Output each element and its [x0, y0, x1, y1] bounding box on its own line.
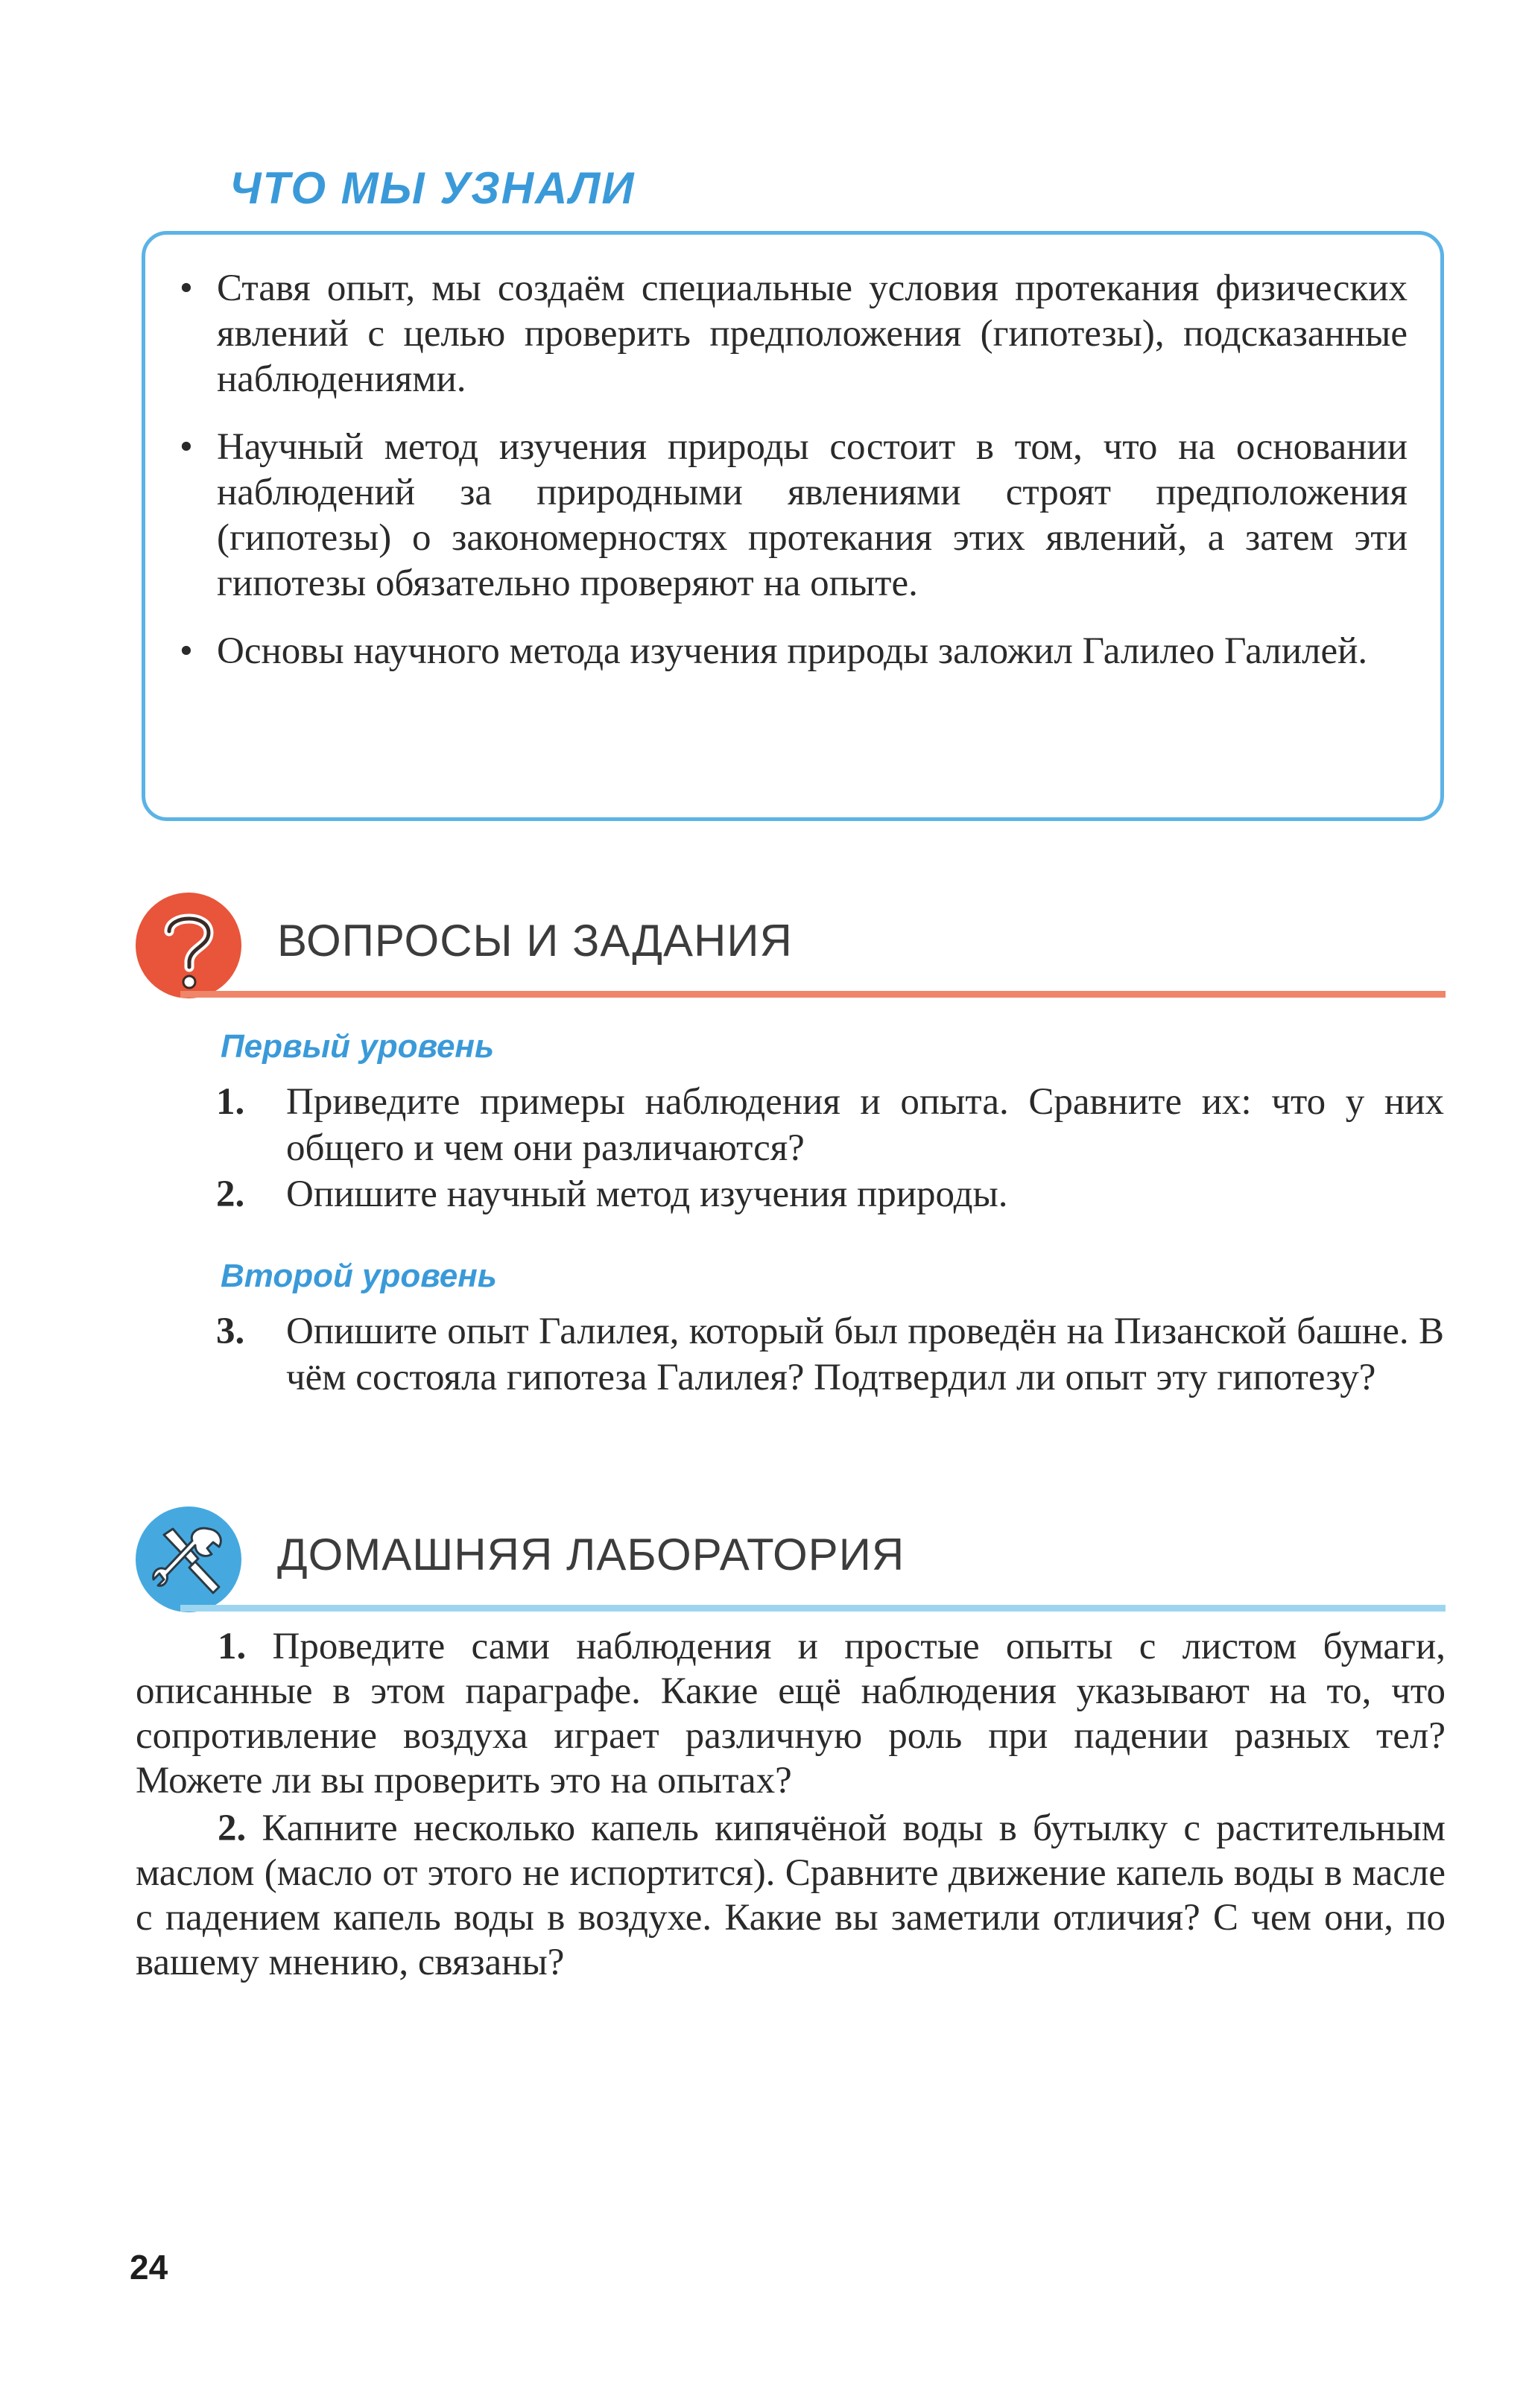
- level-2-title: Второй уровень: [221, 1258, 497, 1294]
- learned-section-title: ЧТО МЫ УЗНАЛИ: [229, 163, 636, 213]
- learned-bullet: [178, 425, 1408, 606]
- level-1-title: Первый уровень: [221, 1028, 495, 1065]
- question-item: [216, 1308, 1444, 1401]
- questions-section-title: ВОПРОСЫ И ЗАДАНИЯ: [277, 916, 793, 966]
- learned-bullet-text: Ставя опыт, мы создаём специальные условия протекания физических явлений с целью проверить предположения (гипотезы), подсказанные наблюдениями.: [217, 267, 1408, 400]
- bullet-dot-icon: •: [180, 426, 193, 468]
- question-number: 1.: [216, 1081, 245, 1123]
- lab-task-number: 1.: [218, 1626, 247, 1667]
- question-text: Опишите опыт Галилея, который был проведён на Пизанской башне. В чём состояла гипотеза Галилея? Подтвердил ли опыт эту гипотезу?: [286, 1311, 1444, 1398]
- question-number: 2.: [216, 1173, 245, 1215]
- learned-bullet-text: Основы научного метода изучения природы заложил Галилео Галилей.: [217, 630, 1368, 672]
- question-item: [216, 1171, 1444, 1217]
- lab-tasks: [136, 1624, 1446, 1988]
- lab-task-number: 2.: [218, 1807, 247, 1849]
- lab-section-title: ДОМАШНЯЯ ЛАБОРАТОРИЯ: [277, 1530, 905, 1580]
- questions-section-header: [136, 893, 1446, 1004]
- page-number: 24: [130, 2248, 168, 2287]
- lab-section-header: [136, 1506, 1446, 1618]
- lab-task: [136, 1624, 1446, 1803]
- learned-summary-box: [142, 231, 1444, 821]
- question-item: [216, 1079, 1444, 1171]
- question-mark-icon: [136, 893, 241, 998]
- level-2-questions: [216, 1308, 1444, 1401]
- question-text: Приведите примеры наблюдения и опыта. Сравните их: что у них общего и чем они различаются?: [286, 1081, 1444, 1169]
- question-text: Опишите научный метод изучения природы.: [286, 1173, 1008, 1215]
- bullet-dot-icon: •: [180, 267, 193, 309]
- question-number: 3.: [216, 1311, 245, 1352]
- lab-task-text: Проведите сами наблюдения и простые опыты с листом бумаги, описанные в этом параграфе. Какие ещё наблюдения указывают на то, что сопротивление воздуха играет различную роль при падении разных тел? Можете ли вы проверить это на опытах?: [136, 1626, 1446, 1802]
- lab-divider: [180, 1605, 1446, 1612]
- questions-divider: [180, 991, 1446, 998]
- learned-bullet: [178, 629, 1408, 674]
- tools-icon: [136, 1506, 241, 1612]
- lab-task-text: Капните несколько капель кипячёной воды в бутылку с растительным маслом (масло от этого не испортится). Сравните движение капель воды в масле с падением капель воды в воздухе. Какие вы заметили отличия? С чем они, по вашему мнению, связаны?: [136, 1807, 1446, 1983]
- lab-task: [136, 1806, 1446, 1985]
- level-1-questions: [216, 1079, 1444, 1217]
- learned-bullet-text: Научный метод изучения природы состоит в том, что на основании наблюдений за природными явлениями строят предположения (гипотезы) о закономерностях протекания этих явлений, а затем эти гипотезы обязательно проверяют на опыте.: [217, 426, 1408, 604]
- learned-bullet: [178, 266, 1408, 402]
- bullet-dot-icon: •: [180, 630, 193, 672]
